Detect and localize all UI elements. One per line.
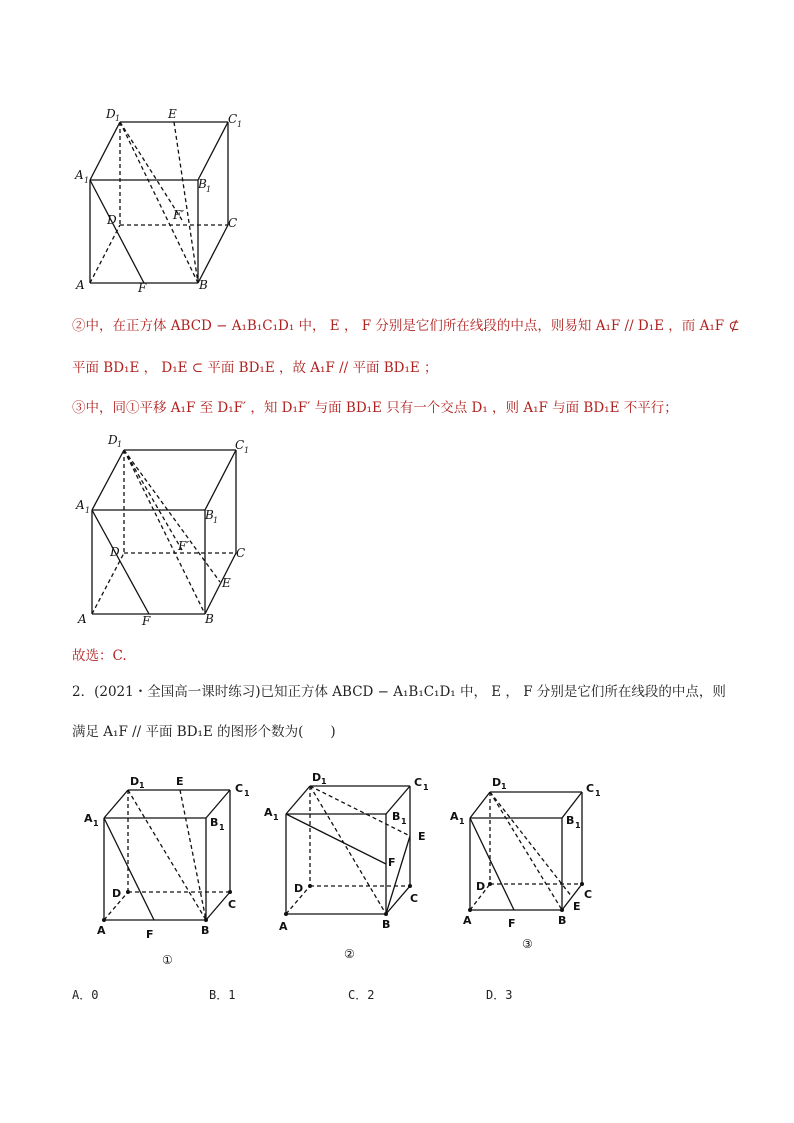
label-D1-sub: 1 bbox=[139, 781, 145, 790]
label-B1: B bbox=[210, 816, 219, 829]
label-F-prime: F′ bbox=[173, 208, 185, 222]
option-d[interactable]: D．3 bbox=[486, 988, 513, 1002]
label-B1-sub: 1 bbox=[206, 185, 212, 194]
label-E: E bbox=[168, 107, 177, 121]
label-B1-sub: 1 bbox=[401, 817, 407, 826]
label-A: A bbox=[279, 920, 288, 933]
label-C1: C bbox=[235, 782, 244, 795]
figure-cube-1 bbox=[70, 100, 250, 300]
figure-q2-3 bbox=[446, 772, 616, 962]
label-A: A bbox=[97, 924, 106, 937]
label-C: C bbox=[236, 546, 246, 560]
label-B1: B bbox=[566, 814, 575, 827]
label-B: B bbox=[199, 278, 208, 292]
label-F: F bbox=[142, 614, 151, 628]
label-F: F bbox=[388, 856, 396, 869]
label-A1-sub: 1 bbox=[459, 817, 465, 826]
label-E: E bbox=[418, 830, 426, 843]
label-D1: D bbox=[130, 775, 140, 788]
label-C1: C bbox=[235, 438, 245, 452]
label-A1: A bbox=[76, 498, 85, 512]
label-C: C bbox=[410, 892, 419, 905]
label-A1-sub: 1 bbox=[85, 506, 91, 515]
label-C: C bbox=[584, 888, 593, 901]
question-2-line-1: 2．(2021・全国高一课时练习)已知正方体 ABCD − A₁B₁C₁D₁ 中， E ， F 分别是它们所在线段的中点，则 bbox=[72, 684, 726, 700]
solution-line-2: ②中，在正方体 ABCD − A₁B₁C₁D₁ 中， E ， F 分别是它们所在线段的中点，则易知 A₁F // D₁E ，而 A₁F ⊄ bbox=[72, 318, 740, 334]
label-C: C bbox=[228, 216, 238, 230]
label-D: D bbox=[110, 545, 120, 559]
label-D1-sub: 1 bbox=[117, 440, 123, 449]
label-E: E bbox=[573, 900, 581, 913]
label-C: C bbox=[228, 898, 237, 911]
label-D1: D bbox=[108, 433, 118, 447]
option-a[interactable]: A．0 bbox=[72, 988, 99, 1002]
label-E: E bbox=[176, 775, 184, 788]
label-D: D bbox=[107, 213, 117, 227]
label-A: A bbox=[78, 612, 87, 626]
label-B1: B bbox=[205, 508, 214, 522]
solution-line-2b: 平面 BD₁E ， D₁E ⊂ 平面 BD₁E ，故 A₁F // 平面 BD₁E ； bbox=[72, 360, 438, 376]
figure-cube-2 bbox=[70, 430, 260, 630]
label-C1-sub: 1 bbox=[237, 120, 243, 129]
label-D: D bbox=[476, 880, 486, 893]
label-F: F bbox=[138, 281, 147, 295]
option-b[interactable]: B．1 bbox=[209, 988, 236, 1002]
label-B: B bbox=[201, 924, 210, 937]
label-B1-sub: 1 bbox=[219, 823, 225, 832]
label-D1: D bbox=[312, 771, 322, 784]
label-F: F bbox=[508, 917, 516, 930]
label-A1-sub: 1 bbox=[273, 813, 279, 822]
label-D1-sub: 1 bbox=[321, 777, 327, 786]
question-2-line-2: 满足 A₁F // 平面 BD₁E 的图形个数为( ) bbox=[72, 724, 336, 740]
label-A: A bbox=[76, 278, 85, 292]
label-C1: C bbox=[228, 112, 238, 126]
label-A1-sub: 1 bbox=[84, 176, 90, 185]
label-B: B bbox=[205, 612, 214, 626]
label-F-prime: F′ bbox=[178, 539, 190, 553]
label-F: F bbox=[146, 928, 154, 941]
figure-number-3: ③ bbox=[522, 937, 533, 951]
label-C1-sub: 1 bbox=[244, 446, 250, 455]
label-D: D bbox=[294, 882, 304, 895]
label-D1: D bbox=[106, 107, 116, 121]
figure-number-2: ② bbox=[344, 947, 355, 961]
label-C1: C bbox=[414, 776, 423, 789]
figure-number-1: ① bbox=[162, 953, 173, 967]
label-B1-sub: 1 bbox=[213, 516, 219, 525]
label-A1: A bbox=[75, 168, 84, 182]
label-C1-sub: 1 bbox=[244, 789, 250, 798]
label-D1-sub: 1 bbox=[115, 114, 121, 123]
label-B: B bbox=[558, 914, 567, 927]
label-B1-sub: 1 bbox=[575, 821, 581, 830]
label-D1-sub: 1 bbox=[501, 782, 507, 791]
label-A1: A bbox=[450, 810, 459, 823]
label-B: B bbox=[382, 918, 391, 931]
solution-line-3: ③中，同①平移 A₁F 至 D₁F′ ，知 D₁F′ 与面 BD₁E 只有一个交点 D₁ ，则 A₁F 与面 BD₁E 不平行； bbox=[72, 400, 678, 416]
label-A1: A bbox=[84, 812, 93, 825]
option-c[interactable]: C．2 bbox=[348, 988, 375, 1002]
label-A1: A bbox=[264, 806, 273, 819]
label-C1-sub: 1 bbox=[595, 789, 601, 798]
label-B1: B bbox=[198, 177, 207, 191]
figure-q2-1 bbox=[80, 772, 260, 972]
label-A: A bbox=[463, 914, 472, 927]
label-A1-sub: 1 bbox=[93, 819, 99, 828]
label-D1: D bbox=[492, 776, 502, 789]
answer-line: 故选：C. bbox=[72, 648, 127, 664]
label-D: D bbox=[112, 887, 122, 900]
label-B1: B bbox=[392, 810, 401, 823]
label-C1-sub: 1 bbox=[423, 783, 429, 792]
figure-q2-2 bbox=[262, 768, 442, 968]
label-E: E bbox=[222, 576, 231, 590]
label-C1: C bbox=[586, 782, 595, 795]
